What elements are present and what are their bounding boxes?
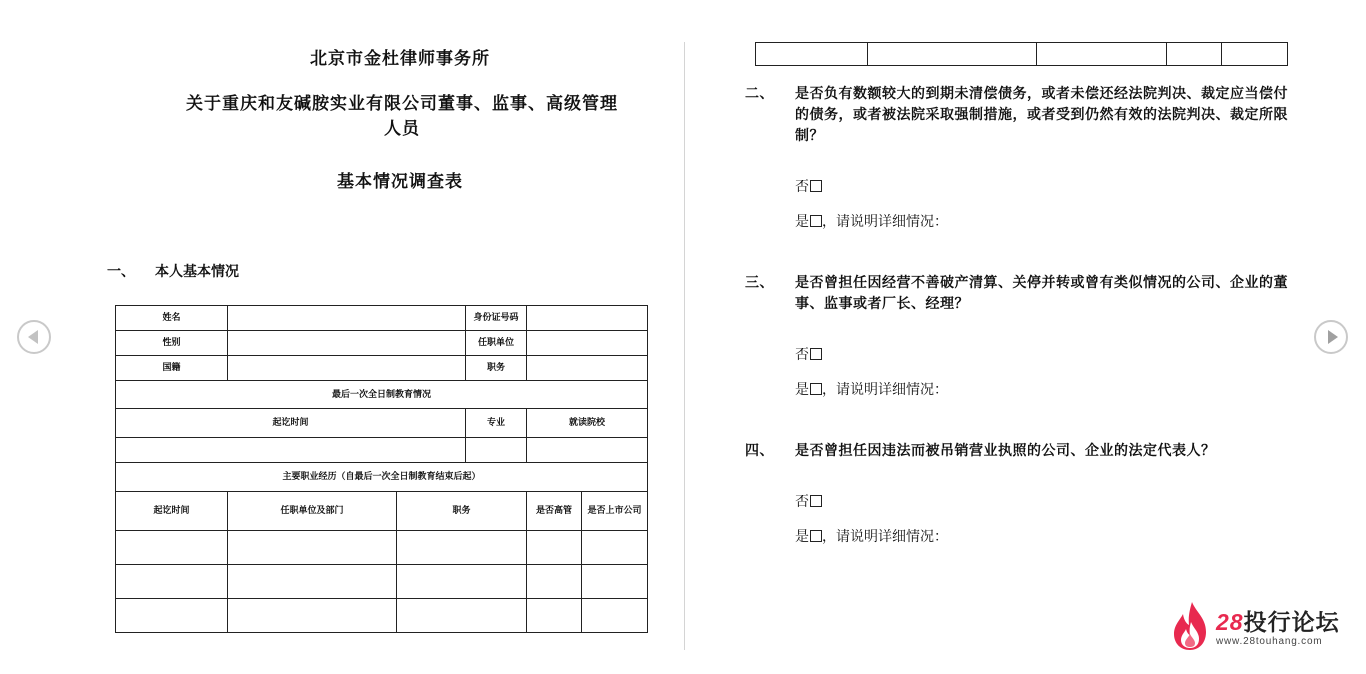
no-label: 否 bbox=[795, 494, 809, 510]
logo-wordmark bbox=[1216, 604, 1340, 637]
form-subtitle bbox=[160, 92, 644, 142]
logo-name: 投行论坛 bbox=[1243, 609, 1340, 635]
table-row bbox=[116, 565, 648, 599]
table-row bbox=[116, 463, 648, 492]
checkbox-yes[interactable] bbox=[810, 383, 822, 395]
id-number-label: 身份证号码 bbox=[466, 306, 527, 331]
career-cell[interactable] bbox=[116, 565, 228, 599]
career-cell[interactable] bbox=[116, 531, 228, 565]
table-row bbox=[116, 306, 648, 331]
yes-detail-prompt: ，请说明详细情况： bbox=[822, 382, 948, 398]
career-cell[interactable] bbox=[397, 599, 527, 633]
question-text: 是否曾担任因违法而被吊销营业执照的公司、企业的法定代表人？ bbox=[795, 443, 1216, 459]
subtitle-line-2: 人员 bbox=[384, 119, 420, 139]
checkbox-yes[interactable] bbox=[810, 215, 822, 227]
career-cell[interactable] bbox=[228, 531, 397, 565]
career-cell[interactable] bbox=[527, 531, 582, 565]
question-2 bbox=[745, 84, 1290, 147]
form-title: 基本情况调查表 bbox=[337, 172, 463, 192]
edu-school-label: 就读院校 bbox=[527, 409, 648, 438]
edu-major-label: 专业 bbox=[466, 409, 527, 438]
nationality-value-cell[interactable] bbox=[228, 356, 466, 381]
edu-period-label: 起讫时间 bbox=[116, 409, 466, 438]
career-cell[interactable] bbox=[116, 599, 228, 633]
checkbox-yes[interactable] bbox=[810, 530, 822, 542]
table-row bbox=[116, 356, 648, 381]
logo-number: 28 bbox=[1216, 609, 1244, 635]
gender-label: 性别 bbox=[116, 331, 228, 356]
checkbox-no[interactable] bbox=[810, 495, 822, 507]
table-row bbox=[116, 531, 648, 565]
right-page bbox=[685, 0, 1366, 674]
career-cell[interactable] bbox=[527, 599, 582, 633]
career-cell[interactable] bbox=[582, 565, 648, 599]
table-row bbox=[756, 43, 1288, 66]
table-row bbox=[116, 409, 648, 438]
no-option[interactable] bbox=[795, 176, 822, 196]
section-title: 本人基本情况 bbox=[155, 264, 239, 280]
table-row bbox=[116, 492, 648, 531]
edu-period-value-cell[interactable] bbox=[116, 438, 466, 463]
career-employer-label: 任职单位及部门 bbox=[228, 492, 397, 531]
position-value-cell[interactable] bbox=[527, 356, 648, 381]
chevron-left-icon bbox=[28, 330, 38, 344]
employer-label: 任职单位 bbox=[466, 331, 527, 356]
career-cell[interactable] bbox=[1037, 43, 1167, 66]
no-label: 否 bbox=[795, 179, 809, 195]
question-text: 是否曾担任因经营不善破产清算、关停并转或曾有类似情况的公司、企业的董事、监事或者厂长、经理？ bbox=[795, 275, 1288, 312]
position-label: 职务 bbox=[466, 356, 527, 381]
education-header: 最后一次全日制教育情况 bbox=[116, 381, 648, 409]
nationality-label: 国籍 bbox=[116, 356, 228, 381]
no-option[interactable] bbox=[795, 491, 822, 511]
career-cell[interactable] bbox=[228, 599, 397, 633]
site-logo[interactable] bbox=[1170, 600, 1345, 652]
career-cell[interactable] bbox=[1222, 43, 1288, 66]
career-cell[interactable] bbox=[756, 43, 868, 66]
employer-value-cell[interactable] bbox=[527, 331, 648, 356]
yes-detail-prompt: ，请说明详细情况： bbox=[822, 529, 948, 545]
yes-option[interactable] bbox=[795, 379, 948, 399]
yes-detail-prompt: ，请说明详细情况： bbox=[822, 214, 948, 230]
question-number: 二、 bbox=[745, 86, 774, 102]
yes-option[interactable] bbox=[795, 211, 948, 231]
career-cell[interactable] bbox=[1167, 43, 1222, 66]
checkbox-no[interactable] bbox=[810, 180, 822, 192]
question-number: 三、 bbox=[745, 275, 774, 291]
career-cell[interactable] bbox=[228, 565, 397, 599]
section-number: 一、 bbox=[107, 264, 135, 280]
career-header: 主要职业经历（自最后一次全日制教育结束后起） bbox=[116, 463, 648, 492]
logo-url: www.28touhang.com bbox=[1216, 636, 1323, 647]
name-label: 姓名 bbox=[116, 306, 228, 331]
firm-name: 北京市金杜律师事务所 bbox=[310, 49, 490, 69]
yes-label: 是 bbox=[795, 214, 809, 230]
checkbox-no[interactable] bbox=[810, 348, 822, 360]
table-row bbox=[116, 381, 648, 409]
subtitle-line-1: 关于重庆和友碱胺实业有限公司董事、监事、高级管理 bbox=[186, 94, 618, 114]
edu-major-value-cell[interactable] bbox=[466, 438, 527, 463]
career-listed-label: 是否上市公司 bbox=[582, 492, 648, 531]
gender-value-cell[interactable] bbox=[228, 331, 466, 356]
table-row bbox=[116, 599, 648, 633]
career-cell[interactable] bbox=[582, 531, 648, 565]
flame-icon bbox=[1170, 600, 1212, 652]
section-heading bbox=[107, 261, 239, 281]
career-senior-label: 是否高管 bbox=[527, 492, 582, 531]
career-cell[interactable] bbox=[582, 599, 648, 633]
yes-label: 是 bbox=[795, 382, 809, 398]
basic-info-table bbox=[115, 305, 648, 633]
yes-label: 是 bbox=[795, 529, 809, 545]
career-cell[interactable] bbox=[868, 43, 1037, 66]
career-cell[interactable] bbox=[527, 565, 582, 599]
yes-option[interactable] bbox=[795, 526, 948, 546]
no-option[interactable] bbox=[795, 344, 822, 364]
question-4 bbox=[745, 441, 1290, 462]
career-cell[interactable] bbox=[397, 531, 527, 565]
table-row bbox=[116, 331, 648, 356]
career-period-label: 起讫时间 bbox=[116, 492, 228, 531]
name-value-cell[interactable] bbox=[228, 306, 466, 331]
question-number: 四、 bbox=[745, 443, 774, 459]
prev-page-button[interactable] bbox=[17, 320, 51, 354]
id-number-value-cell[interactable] bbox=[527, 306, 648, 331]
next-page-button[interactable] bbox=[1314, 320, 1348, 354]
career-position-label: 职务 bbox=[397, 492, 527, 531]
continued-table-fragment bbox=[755, 42, 1288, 66]
question-3 bbox=[745, 273, 1290, 315]
no-label: 否 bbox=[795, 347, 809, 363]
question-text: 是否负有数额较大的到期未清偿债务，或者未偿还经法院判决、裁定应当偿付的债务，或者被法院采取强制措施，或者受到仍然有效的法院判决、裁定所限制？ bbox=[795, 86, 1288, 144]
table-row bbox=[116, 438, 648, 463]
chevron-right-icon bbox=[1328, 330, 1338, 344]
career-cell[interactable] bbox=[397, 565, 527, 599]
edu-school-value-cell[interactable] bbox=[527, 438, 648, 463]
